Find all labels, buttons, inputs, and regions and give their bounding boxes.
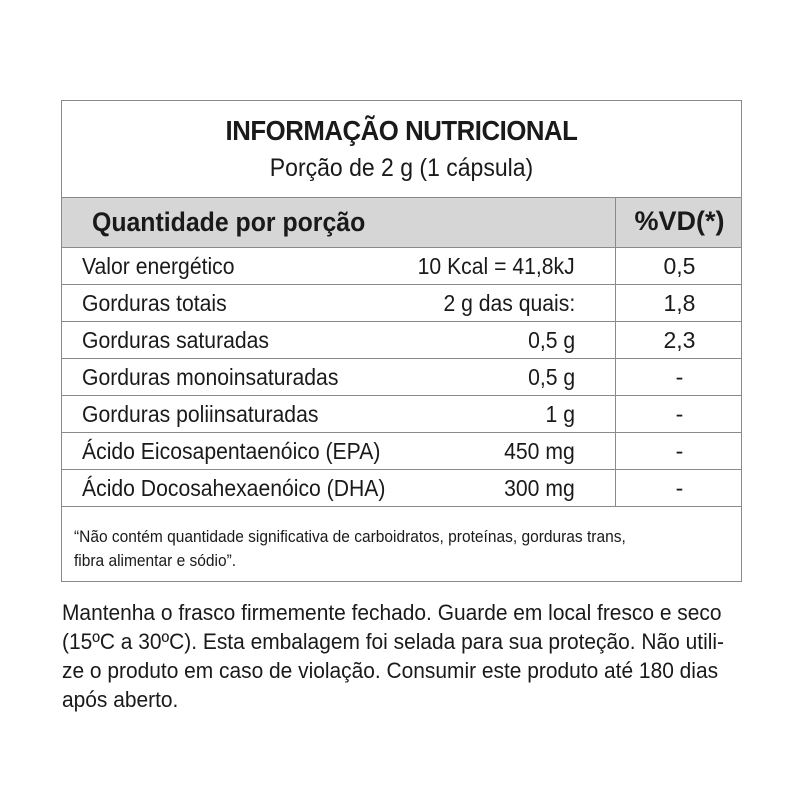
table-row (62, 285, 741, 322)
nutrient-vd: - (615, 470, 743, 506)
table-row (62, 248, 741, 285)
footnote (74, 525, 695, 573)
table-row (62, 359, 741, 396)
nutrient-amount: 2 g das quais: (443, 290, 575, 316)
instruction-line: após aberto. (62, 687, 179, 712)
nutrient-vd: - (615, 396, 743, 432)
nutrient-name: Ácido Docosahexaenóico (DHA) (82, 475, 386, 501)
nutrient-name: Ácido Eicosapentaenóico (EPA) (82, 438, 381, 464)
nutrient-vd: 1,8 (615, 285, 743, 321)
nutrient-name: Gorduras poliinsaturadas (82, 401, 319, 427)
nutrient-name: Gorduras saturadas (82, 327, 270, 353)
nutrient-vd: - (615, 433, 743, 469)
nutrient-amount: 10 Kcal = 41,8kJ (417, 253, 575, 279)
nutrient-amount: 1 g (545, 401, 575, 427)
header-vd-label: %VD(*) (615, 198, 743, 247)
instruction-line: Mantenha o frasco firmemente fechado. Guarde em local fresco e seco (62, 600, 722, 625)
nutrient-vd: 0,5 (615, 248, 743, 284)
panel-title: INFORMAÇÃO NUTRICIONAL (225, 115, 578, 146)
table-header (62, 197, 741, 248)
storage-instructions (62, 598, 724, 714)
nutrient-name: Valor energético (82, 253, 235, 279)
nutrient-amount: 0,5 g (527, 327, 575, 353)
footnote-line: “Não contém quantidade significativa de carboidratos, proteínas, gorduras trans, (74, 528, 626, 546)
instruction-line: (15ºC a 30ºC). Esta embalagem foi selada para sua proteção. Não utili- (62, 629, 724, 654)
nutrient-amount: 450 mg (504, 438, 575, 464)
nutrient-name: Gorduras monoinsaturadas (82, 364, 339, 390)
table-row (62, 396, 741, 433)
nutrient-vd: 2,3 (615, 322, 743, 358)
nutrient-amount: 0,5 g (527, 364, 575, 390)
nutrient-amount: 300 mg (504, 475, 575, 501)
serving-size: Porção de 2 g (1 cápsula) (269, 154, 534, 182)
nutrient-name: Gorduras totais (82, 290, 227, 316)
footnote-line: fibra alimentar e sódio”. (74, 552, 237, 570)
nutrient-rows (62, 248, 741, 507)
nutrition-facts-panel (61, 100, 742, 582)
header-quantity-label: Quantidade por porção (92, 207, 366, 237)
instruction-line: ze o produto em caso de violação. Consumir este produto até 180 dias (62, 658, 719, 683)
nutrient-vd: - (615, 359, 743, 395)
table-row (62, 433, 741, 470)
table-row (62, 322, 741, 359)
table-row (62, 470, 741, 507)
